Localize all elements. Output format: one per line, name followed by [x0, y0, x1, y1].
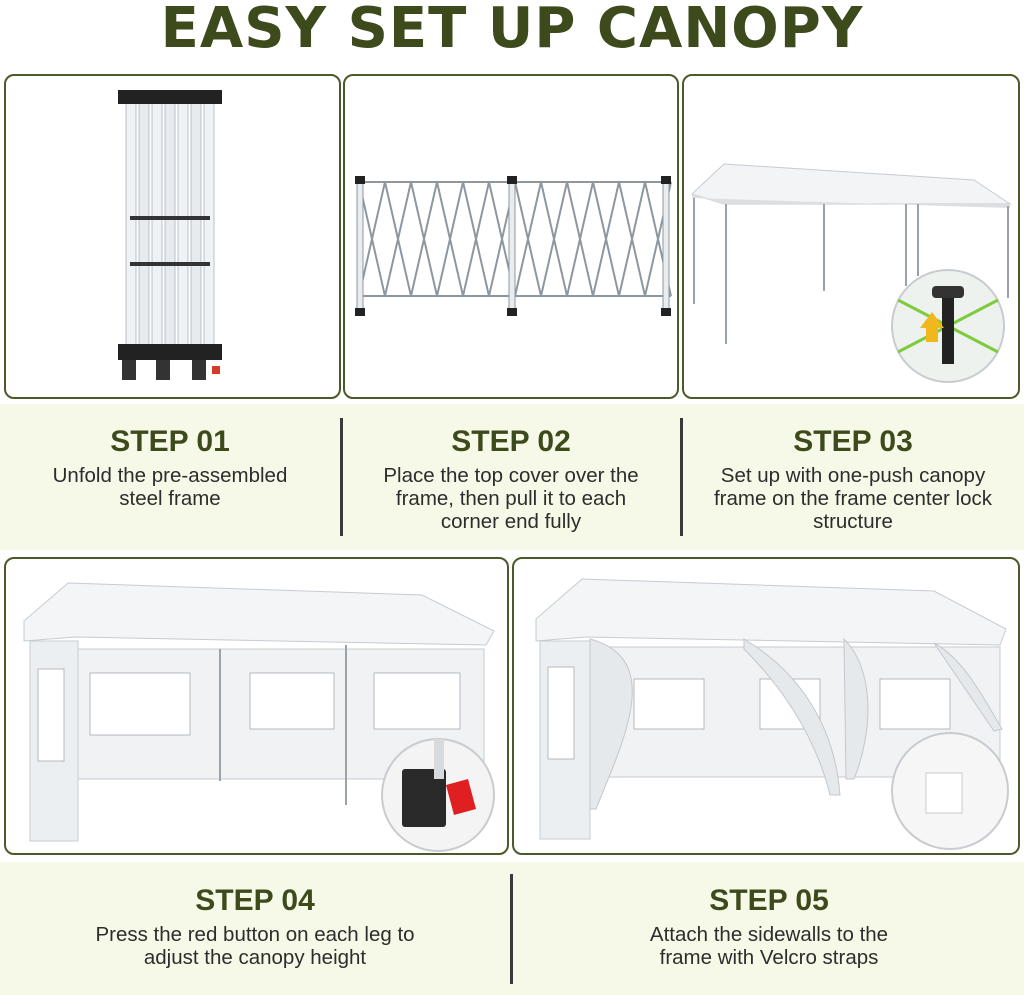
open-canopy-illustration [684, 76, 1018, 397]
step-04-heading: STEP 04 [195, 884, 315, 917]
step-02-heading: STEP 02 [451, 425, 571, 458]
step-04-description: Press the red button on each leg to adjust the canopy height [95, 923, 415, 969]
folded-frame-illustration [6, 76, 339, 397]
step-02-text [342, 424, 680, 533]
divider [510, 874, 513, 984]
step-05-image-panel [512, 557, 1020, 855]
step-03-heading: STEP 03 [793, 425, 913, 458]
step-03-image-panel [682, 74, 1020, 399]
step-05-text [514, 883, 1024, 969]
step-04-text [0, 883, 510, 969]
step-01-heading: STEP 01 [110, 425, 230, 458]
step-04-image-panel [4, 557, 509, 855]
step-05-description: Attach the sidewalls to the frame with Velcro straps [649, 923, 889, 969]
canopy-with-sidewalls-illustration [6, 559, 507, 853]
page-title: EASY SET UP CANOPY [160, 0, 864, 61]
step-01-text [0, 424, 340, 510]
step-05-heading: STEP 05 [709, 884, 829, 917]
step-02-description: Place the top cover over the frame, then pull it to each corner end fully [383, 464, 639, 533]
step-01-image-panel [4, 74, 341, 399]
step-03-description: Set up with one-push canopy frame on the frame center lock structure [713, 464, 992, 533]
expanded-frame-illustration [345, 76, 677, 397]
step-02-image-panel [343, 74, 679, 399]
canopy-curtains-illustration [514, 559, 1018, 853]
step-03-text [682, 424, 1024, 533]
step-01-description: Unfold the pre-assembled steel frame [52, 464, 288, 510]
